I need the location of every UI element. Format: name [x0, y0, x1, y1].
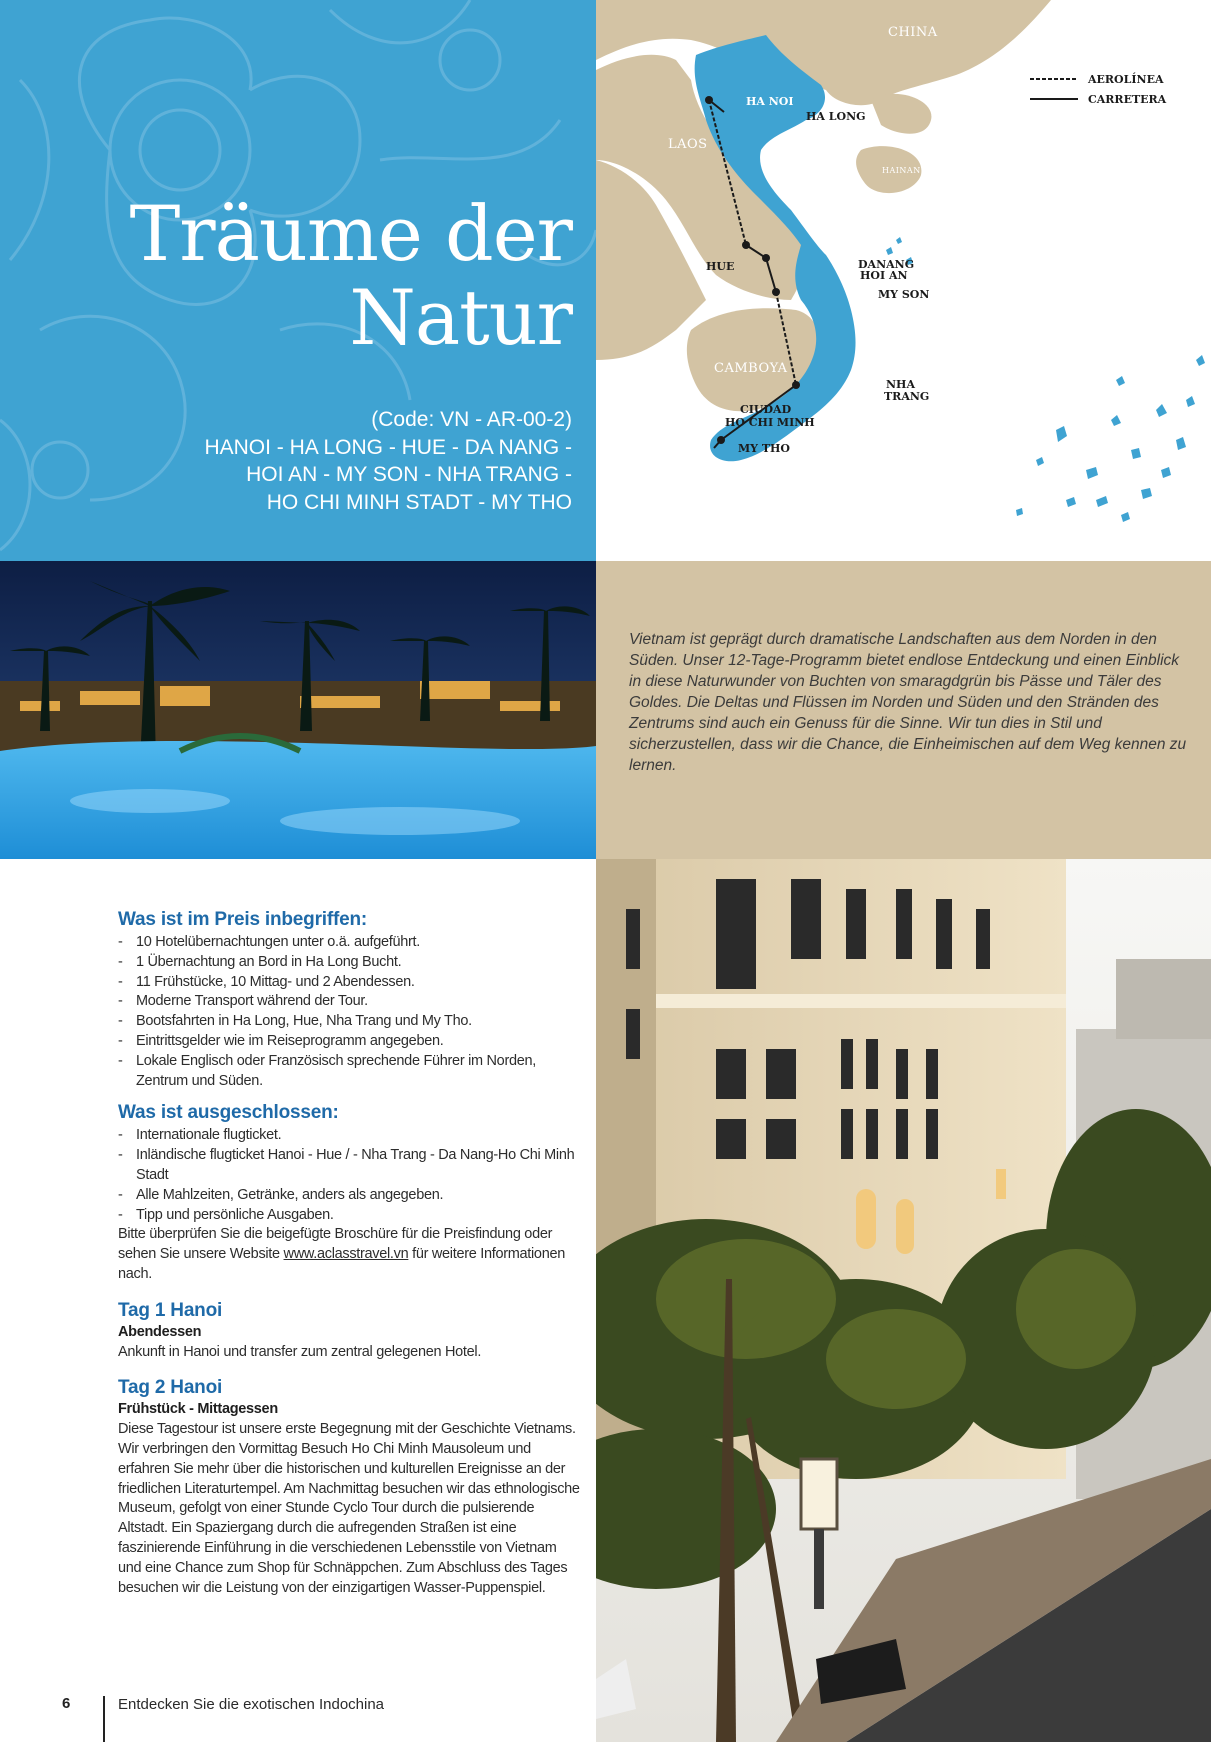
- map-label-hoian: HOI AN: [860, 269, 908, 282]
- map-label-hanoi: HA NOI: [746, 95, 794, 108]
- map-label-hainan: HAINAN: [882, 166, 921, 175]
- map-label-hcm-2: HO CHI MINH: [725, 416, 815, 429]
- tour-route: [12, 406, 572, 516]
- list-item: - Internationale flugticket.: [118, 1126, 580, 1146]
- website-link[interactable]: www.aclasstravel.vn: [283, 1246, 409, 1263]
- list-item: - Tipp und persönliche Ausgaben.: [118, 1206, 580, 1226]
- list-item: - Alle Mahlzeiten, Getränke, anders als angegeben.: [118, 1186, 580, 1206]
- list-item: - Eintrittsgelder wie im Reiseprogramm angegeben.: [118, 1032, 580, 1052]
- day-1-title: Tag 1 Hanoi: [118, 1299, 223, 1321]
- day-2-text: Diese Tagestour ist unsere erste Begegnung mit der Geschichte Vietnams. Wir verbringen den Vormittag Besuch Ho Chi Minh Mausoleum und erfahren Sie mehr über die historischen und kulturellen Ereignisse an der friedlichen Literaturtempel. Am Nachmittag besuchen wir das ethnologische Museum, gefolgt von einer Stunde Cyclo Tour durch die pulsierende Altstadt. Ein Spaziergang durch die aufregenden Straßen ist eine faszinierende Einführung in die verschiedenen Lebensstile von Vietnam und eine Chance zum Shop für Schnäppchen. Zum Abschluss des Tages besuchen wir die Leistung von der einzigartigen Wasser-Puppenspiel.: [118, 1421, 580, 1596]
- list-item: - Bootsfahrten in Ha Long, Hue, Nha Trang und My Tho.: [118, 1012, 580, 1032]
- pricing-note: [118, 1225, 580, 1284]
- tour-details: [118, 908, 580, 1598]
- resort-pool-photo: [0, 561, 596, 859]
- hotel-photo: [596, 859, 1211, 1742]
- map-label-myson: MY SON: [878, 288, 930, 301]
- intro-text: Vietnam ist geprägt durch dramatische Landschaften aus dem Norden in den Süden. Unser 12-Tage-Programm bietet endlose Entdeckung und einen Einblick in diese Naturwunder von Buchten von smaragdgrün bis Pässe und Täler des Goldes. Die Deltas und Flüssen im Norden und Süden und den Stränden des Zentrums sind auch ein Genuss für die Sinne. Wir tun dies in Stil und sicherzustellen, dass wir die Chance, die Einheimischen auf dem Weg kennen zu lernen.: [629, 631, 1187, 774]
- list-item: - Moderne Transport während der Tour.: [118, 992, 580, 1012]
- map-label-china: CHINA: [888, 25, 938, 40]
- route-map: [596, 0, 1211, 561]
- map-label-halong: HA LONG: [806, 110, 866, 123]
- day-1-meals: Abendessen: [118, 1323, 202, 1340]
- intro-panel: [596, 561, 1211, 859]
- included-heading: Was ist im Preis inbegriffen:: [118, 909, 367, 930]
- day-2-title: Tag 2 Hanoi: [118, 1377, 223, 1399]
- legend-road: CARRETERA: [1088, 93, 1167, 106]
- excluded-list: [118, 1126, 580, 1225]
- map-label-camboya: CAMBOYA: [714, 361, 788, 376]
- map-label-nhatrang-1: NHA: [886, 378, 915, 391]
- title-line-2: Natur: [349, 273, 572, 362]
- day-1-text: Ankunft in Hanoi und transfer zum zentral gelegenen Hotel.: [118, 1343, 482, 1360]
- route-line-1: HANOI - HA LONG - HUE - DA NANG -: [204, 435, 572, 459]
- map-label-hcm-1: CIUDAD: [740, 403, 792, 416]
- list-item: - 1 Übernachtung an Bord in Ha Long Bucht.: [118, 953, 580, 973]
- map-label-laos: LAOS: [668, 137, 708, 152]
- page-title: [12, 189, 572, 362]
- day-2-meals: Frühstück - Mittagessen: [118, 1401, 278, 1418]
- title-line-1: Träume der: [129, 189, 572, 278]
- tour-code: (Code: VN - AR-00-2): [371, 408, 572, 431]
- list-item: - Inländische flugticket Hanoi - Hue / - Nha Trang - Da Nang-Ho Chi Minh Stadt: [118, 1146, 580, 1186]
- legend-air: AEROLÍNEA: [1088, 73, 1164, 86]
- list-item: - 11 Frühstücke, 10 Mittag- und 2 Abendessen.: [118, 973, 580, 993]
- excluded-heading: Was ist ausgeschlossen:: [118, 1102, 339, 1124]
- list-item: - 10 Hotelübernachtungen unter o.ä. aufgeführt.: [118, 933, 580, 953]
- list-item: - Lokale Englisch oder Französisch sprechende Führer im Norden, Zentrum und Süden.: [118, 1052, 580, 1092]
- included-list: [118, 933, 580, 1091]
- pricing-note-text-end: für weitere Informationen nach.: [118, 1246, 565, 1282]
- map-label-mytho: MY THO: [738, 442, 791, 455]
- page-number: 6: [62, 1695, 71, 1712]
- pricing-note-text: Bitte überprüfen Sie die beigefügte Broschüre für die Preisfindung oder sehen Sie unsere Website: [118, 1226, 553, 1263]
- footer-title: Entdecken Sie die exotischen Indochina: [118, 1696, 385, 1713]
- map-label-hue: HUE: [706, 260, 735, 273]
- footer-divider: [103, 1696, 105, 1742]
- route-line-3: HO CHI MINH STADT - MY THO: [266, 490, 572, 514]
- route-line-2: HOI AN - MY SON - NHA TRANG -: [246, 463, 572, 486]
- map-label-nhatrang-2: TRANG: [884, 390, 930, 403]
- map-label-danang: DANANG: [858, 258, 915, 271]
- hero-panel: [0, 0, 596, 561]
